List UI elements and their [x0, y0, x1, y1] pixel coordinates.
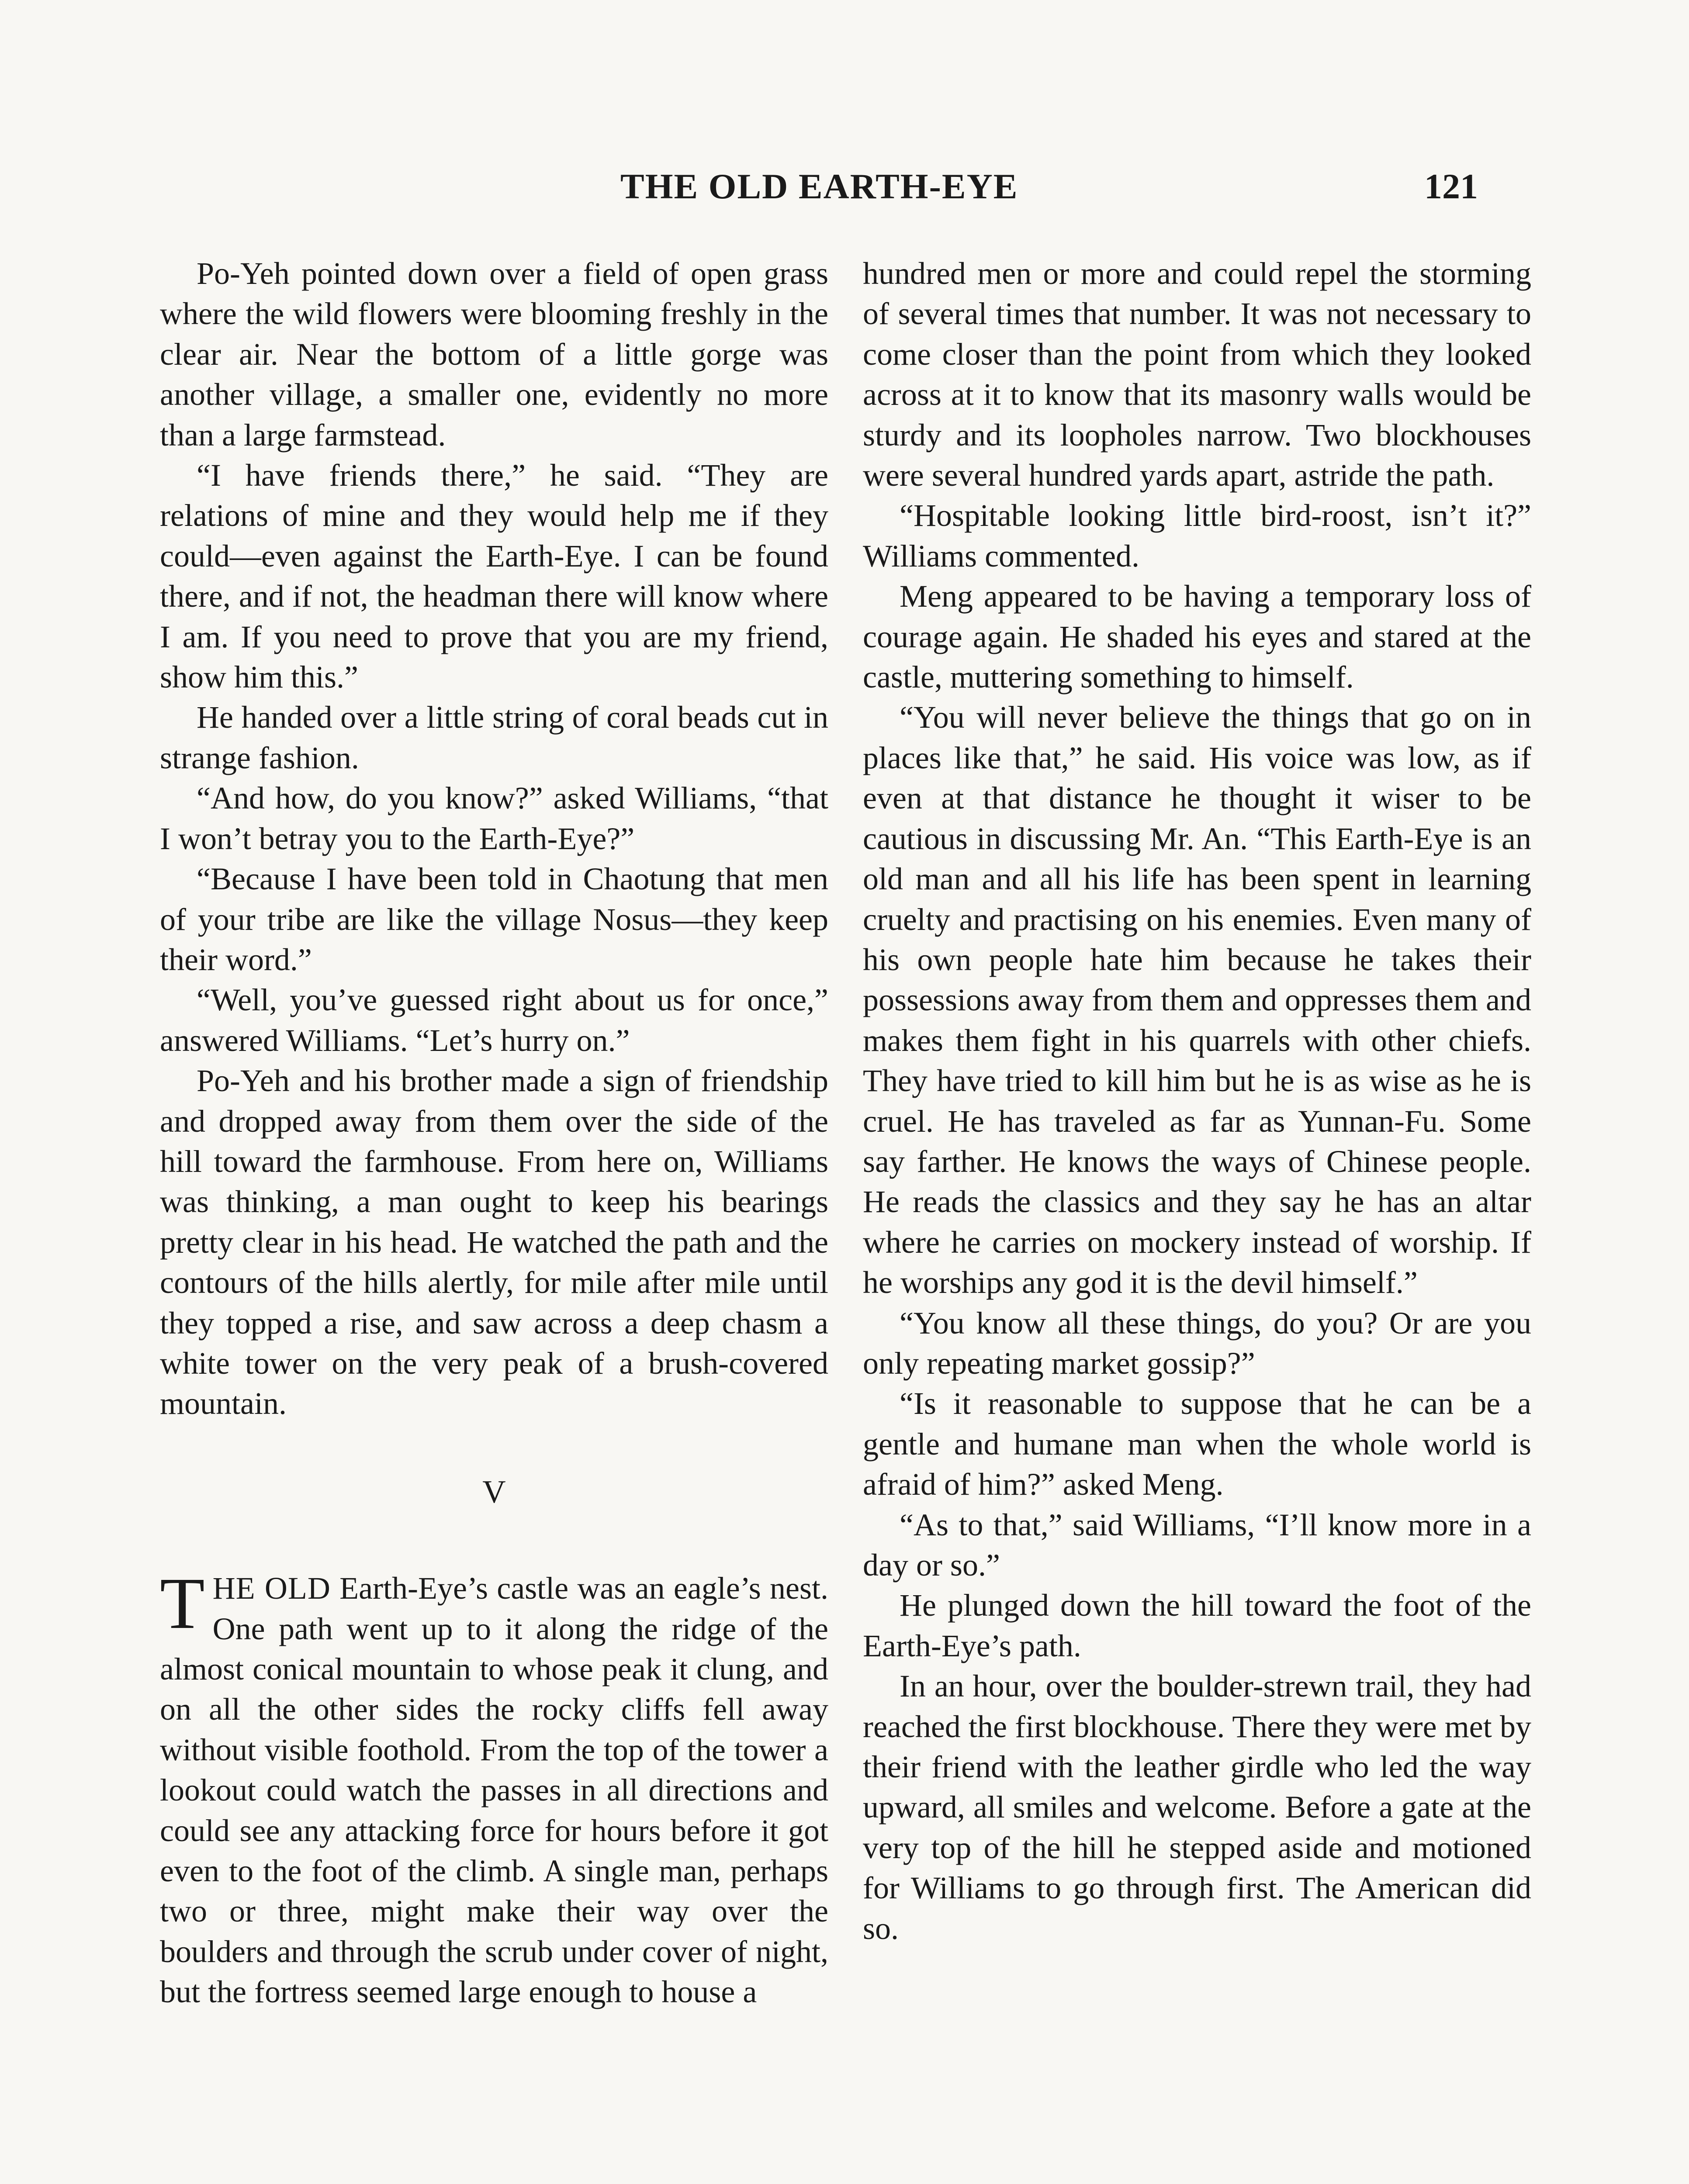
paragraph: He handed over a little string of coral beads cut in strange fashion. — [160, 700, 828, 775]
drop-cap: T — [160, 1563, 205, 1645]
right-column — [863, 253, 1531, 1949]
page-number: 121 — [1424, 166, 1478, 206]
paragraph: “Because I have been told in Chaotung that men of your tribe are like the village Nosus—they keep their word.” — [160, 861, 828, 977]
section-number: V — [482, 1474, 506, 1510]
opening-smallcaps: HE OLD — [212, 1571, 331, 1606]
opening-text: Earth-Eye’s castle was an eagle’s nest. One path went up to it along the ridge of the almost conical mountain to whose peak it clung, and on all the other sides the rocky cliffs fell away without visible foothold. From the top of the tower a lookout could watch the passes in all directions and could see any attacking force for hours before it got even to the foot of the climb. A single man, perhaps two or three, might make their way over the boulders and through the scrub under cover of night, but the fortress seemed large enough to house a — [160, 1571, 828, 2010]
paragraph: Meng appeared to be having a temporary loss of courage again. He shaded his eyes and stared at the castle, muttering something to himself. — [863, 579, 1531, 695]
left-column — [160, 253, 828, 2012]
paragraph: hundred men or more and could repel the storming of several times that number. It was not necessary to come closer than the point from which they looked across at it to know that its masonry walls would be sturdy and its loopholes narrow. Two blockhouses were several hundred yards apart, astride the path. — [863, 256, 1531, 493]
paragraph: “Well, you’ve guessed right about us for once,” answered Williams. “Let’s hurry on.” — [160, 982, 828, 1058]
paragraph: In an hour, over the boulder-strewn trail, they had reached the first blockhouse. There they were met by their friend with the leather girdle who led the way upward, all smiles and welcome. Before a gate at the very top of the hill he stepped aside and motioned for Williams to go through first. The American did so. — [863, 1669, 1531, 1946]
paragraph: Po-Yeh pointed down over a field of open grass where the wild flowers were blooming freshly in the clear air. Near the bottom of a little gorge was another village, a smaller one, evidently no more than a large farmstead. — [160, 256, 828, 453]
paragraph: “As to that,” said Williams, “I’ll know more in a day or so.” — [863, 1507, 1531, 1583]
paragraph: “You will never believe the things that go on in places like that,” he said. His voice was low, as if even at that distance he thought it wiser to be cautious in discussing Mr. An. “This Earth-Eye is an old man and all his life has been spent in learning cruelty and practising on his enemies. Even many of his own people hate him because he takes their possessions away from them and oppresses them and makes them fight in his quarrels with other chiefs. They have tried to kill him but he is as wise as he is cruel. He has traveled as far as Yunnan-Fu. Some say farther. He knows the ways of Chinese people. He reads the classics and they say he has an altar where he carries on mockery instead of worship. If he worships any god it is the devil himself.” — [863, 700, 1531, 1300]
paragraph: “And how, do you know?” asked Williams, “that I won’t betray you to the Earth-Eye?” — [160, 781, 828, 856]
paragraph: Po-Yeh and his brother made a sign of friendship and dropped away from them over the side of the hill toward the farmhouse. From here on, Williams was thinking, a man ought to keep his bearings pretty clear in his head. He watched the path and the contours of the hills alertly, for mile after mile until they topped a rise, and saw across a deep chasm a white tower on the very peak of a brush-covered mountain. — [160, 1063, 828, 1421]
paragraph: “Is it reasonable to suppose that he can be a gentle and humane man when the whole world is afraid of him?” asked Meng. — [863, 1386, 1531, 1502]
chapter-opening-paragraph — [160, 1563, 828, 2012]
paragraph: He plunged down the hill toward the foot of the Earth-Eye’s path. — [863, 1588, 1531, 1663]
running-title: THE OLD EARTH-EYE — [620, 166, 1018, 206]
paragraph: “You know all these things, do you? Or are you only repeating market gossip?” — [863, 1305, 1531, 1381]
paragraph: “I have friends there,” he said. “They are relations of mine and they would help me if they could—even against the Earth-Eye. I can be found there, and if not, the headman there will know where I am. If you need to prove that you are my friend, show him this.” — [160, 458, 828, 695]
paragraph: “Hospitable looking little bird-roost, isn’t it?” Williams commented. — [863, 498, 1531, 574]
